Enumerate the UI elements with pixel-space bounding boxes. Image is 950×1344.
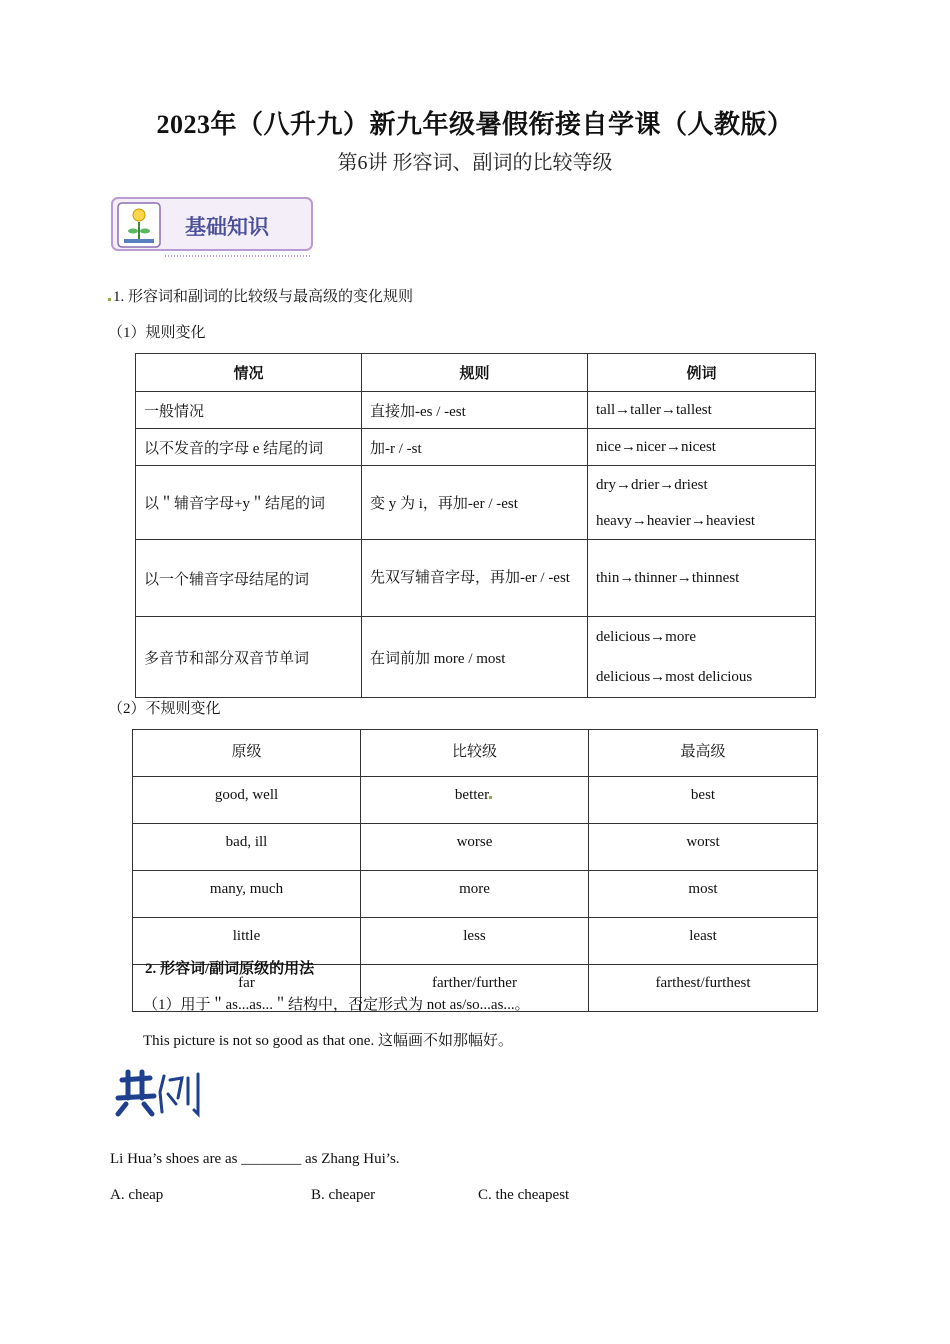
header-case: 情况 — [136, 354, 362, 392]
example-line: dry→drier→driest — [596, 476, 708, 493]
marker-dot — [489, 796, 492, 799]
section1-heading: 1. 形容词和副词的比较级与最高级的变化规则 — [108, 285, 413, 306]
regular-comparison-table — [135, 353, 816, 698]
table-row — [136, 617, 816, 698]
table-row — [136, 466, 816, 540]
rule-cell: 先双写辅音字母，再加-er / -est — [362, 540, 588, 617]
section2-example: This picture is not so good as that one. 这幅画不如那幅好。 — [143, 1033, 513, 1049]
example-cell: tall→taller→tallest — [588, 392, 816, 429]
case-cell: 以不发音的字母 e 结尾的词 — [136, 429, 362, 466]
section2-rule: （1）用于＂as...as...＂结构中，否定形式为 not as/so...as...。 — [143, 997, 530, 1013]
lesson-subtitle: 第6讲 形容词、副词的比较等级 — [337, 152, 613, 174]
question-text: Li Hua’s shoes are as ________ as Zhang Hui’s. — [110, 1151, 400, 1167]
example-line: delicious→more — [596, 629, 696, 645]
example-cell: thin→thinner→thinnest — [588, 540, 816, 617]
case-cell: 以＂辅音字母+y＂结尾的词 — [136, 466, 362, 540]
positive-cell: far — [133, 965, 361, 1012]
option-c[interactable]: C. the cheapest — [478, 1187, 570, 1203]
header-rule: 规则 — [362, 354, 588, 392]
comparative-cell: farther/further — [361, 965, 589, 1012]
table-row — [136, 540, 816, 617]
superlative-cell: least — [589, 918, 818, 965]
comparative-cell: worse — [361, 824, 589, 871]
example-cell — [588, 466, 816, 540]
banner-label: 基础知识 — [185, 215, 269, 239]
positive-cell: many, much — [133, 871, 361, 918]
table-row — [136, 429, 816, 466]
example-cell — [588, 617, 816, 698]
option-b[interactable]: B. cheaper — [311, 1187, 376, 1203]
superlative-cell: worst — [589, 824, 818, 871]
table-row — [136, 392, 816, 429]
table-header-row — [136, 354, 816, 392]
header-example: 例词 — [588, 354, 816, 392]
table-row — [133, 777, 818, 824]
positive-cell: good, well — [133, 777, 361, 824]
superlative-cell: most — [589, 871, 818, 918]
case-cell: 多音节和部分双音节单词 — [136, 617, 362, 698]
rule-cell: 直接加-es / -est — [362, 392, 588, 429]
superlative-cell: farthest/furthest — [589, 965, 818, 1012]
table-row — [133, 871, 818, 918]
header-comparative: 比较级 — [361, 730, 589, 777]
table-row — [133, 824, 818, 871]
bullet-dot — [108, 298, 111, 301]
typical-example-logo — [112, 1068, 204, 1120]
comparative-cell: more — [361, 871, 589, 918]
comparative-cell: better — [361, 777, 589, 824]
regular-changes-heading: （1）规则变化 — [108, 325, 206, 341]
example-line: heavy→heavier→heaviest — [596, 512, 756, 529]
example-line: delicious→most delicious — [596, 669, 753, 685]
document-title: 2023年（八升九）新九年级暑假衔接自学课（人教版） — [156, 110, 794, 139]
rule-cell: 变 y 为 i，再加-er / -est — [362, 466, 588, 540]
case-cell: 一般情况 — [136, 392, 362, 429]
rule-cell: 加-r / -st — [362, 429, 588, 466]
example-cell: nice→nicer→nicest — [588, 429, 816, 466]
irregular-changes-heading: （2）不规则变化 — [108, 701, 221, 717]
section2-heading: 2. 形容词/副词原级的用法 — [145, 961, 315, 977]
positive-cell: bad, ill — [133, 824, 361, 871]
header-superlative: 最高级 — [589, 730, 818, 777]
positive-cell: little — [133, 918, 361, 965]
basic-knowledge-banner — [110, 195, 320, 261]
comparative-cell: less — [361, 918, 589, 965]
option-a[interactable]: A. cheap — [110, 1187, 164, 1203]
header-positive: 原级 — [133, 730, 361, 777]
table-header-row — [133, 730, 818, 777]
case-cell: 以一个辅音字母结尾的词 — [136, 540, 362, 617]
superlative-cell: best — [589, 777, 818, 824]
rule-cell: 在词前加 more / most — [362, 617, 588, 698]
